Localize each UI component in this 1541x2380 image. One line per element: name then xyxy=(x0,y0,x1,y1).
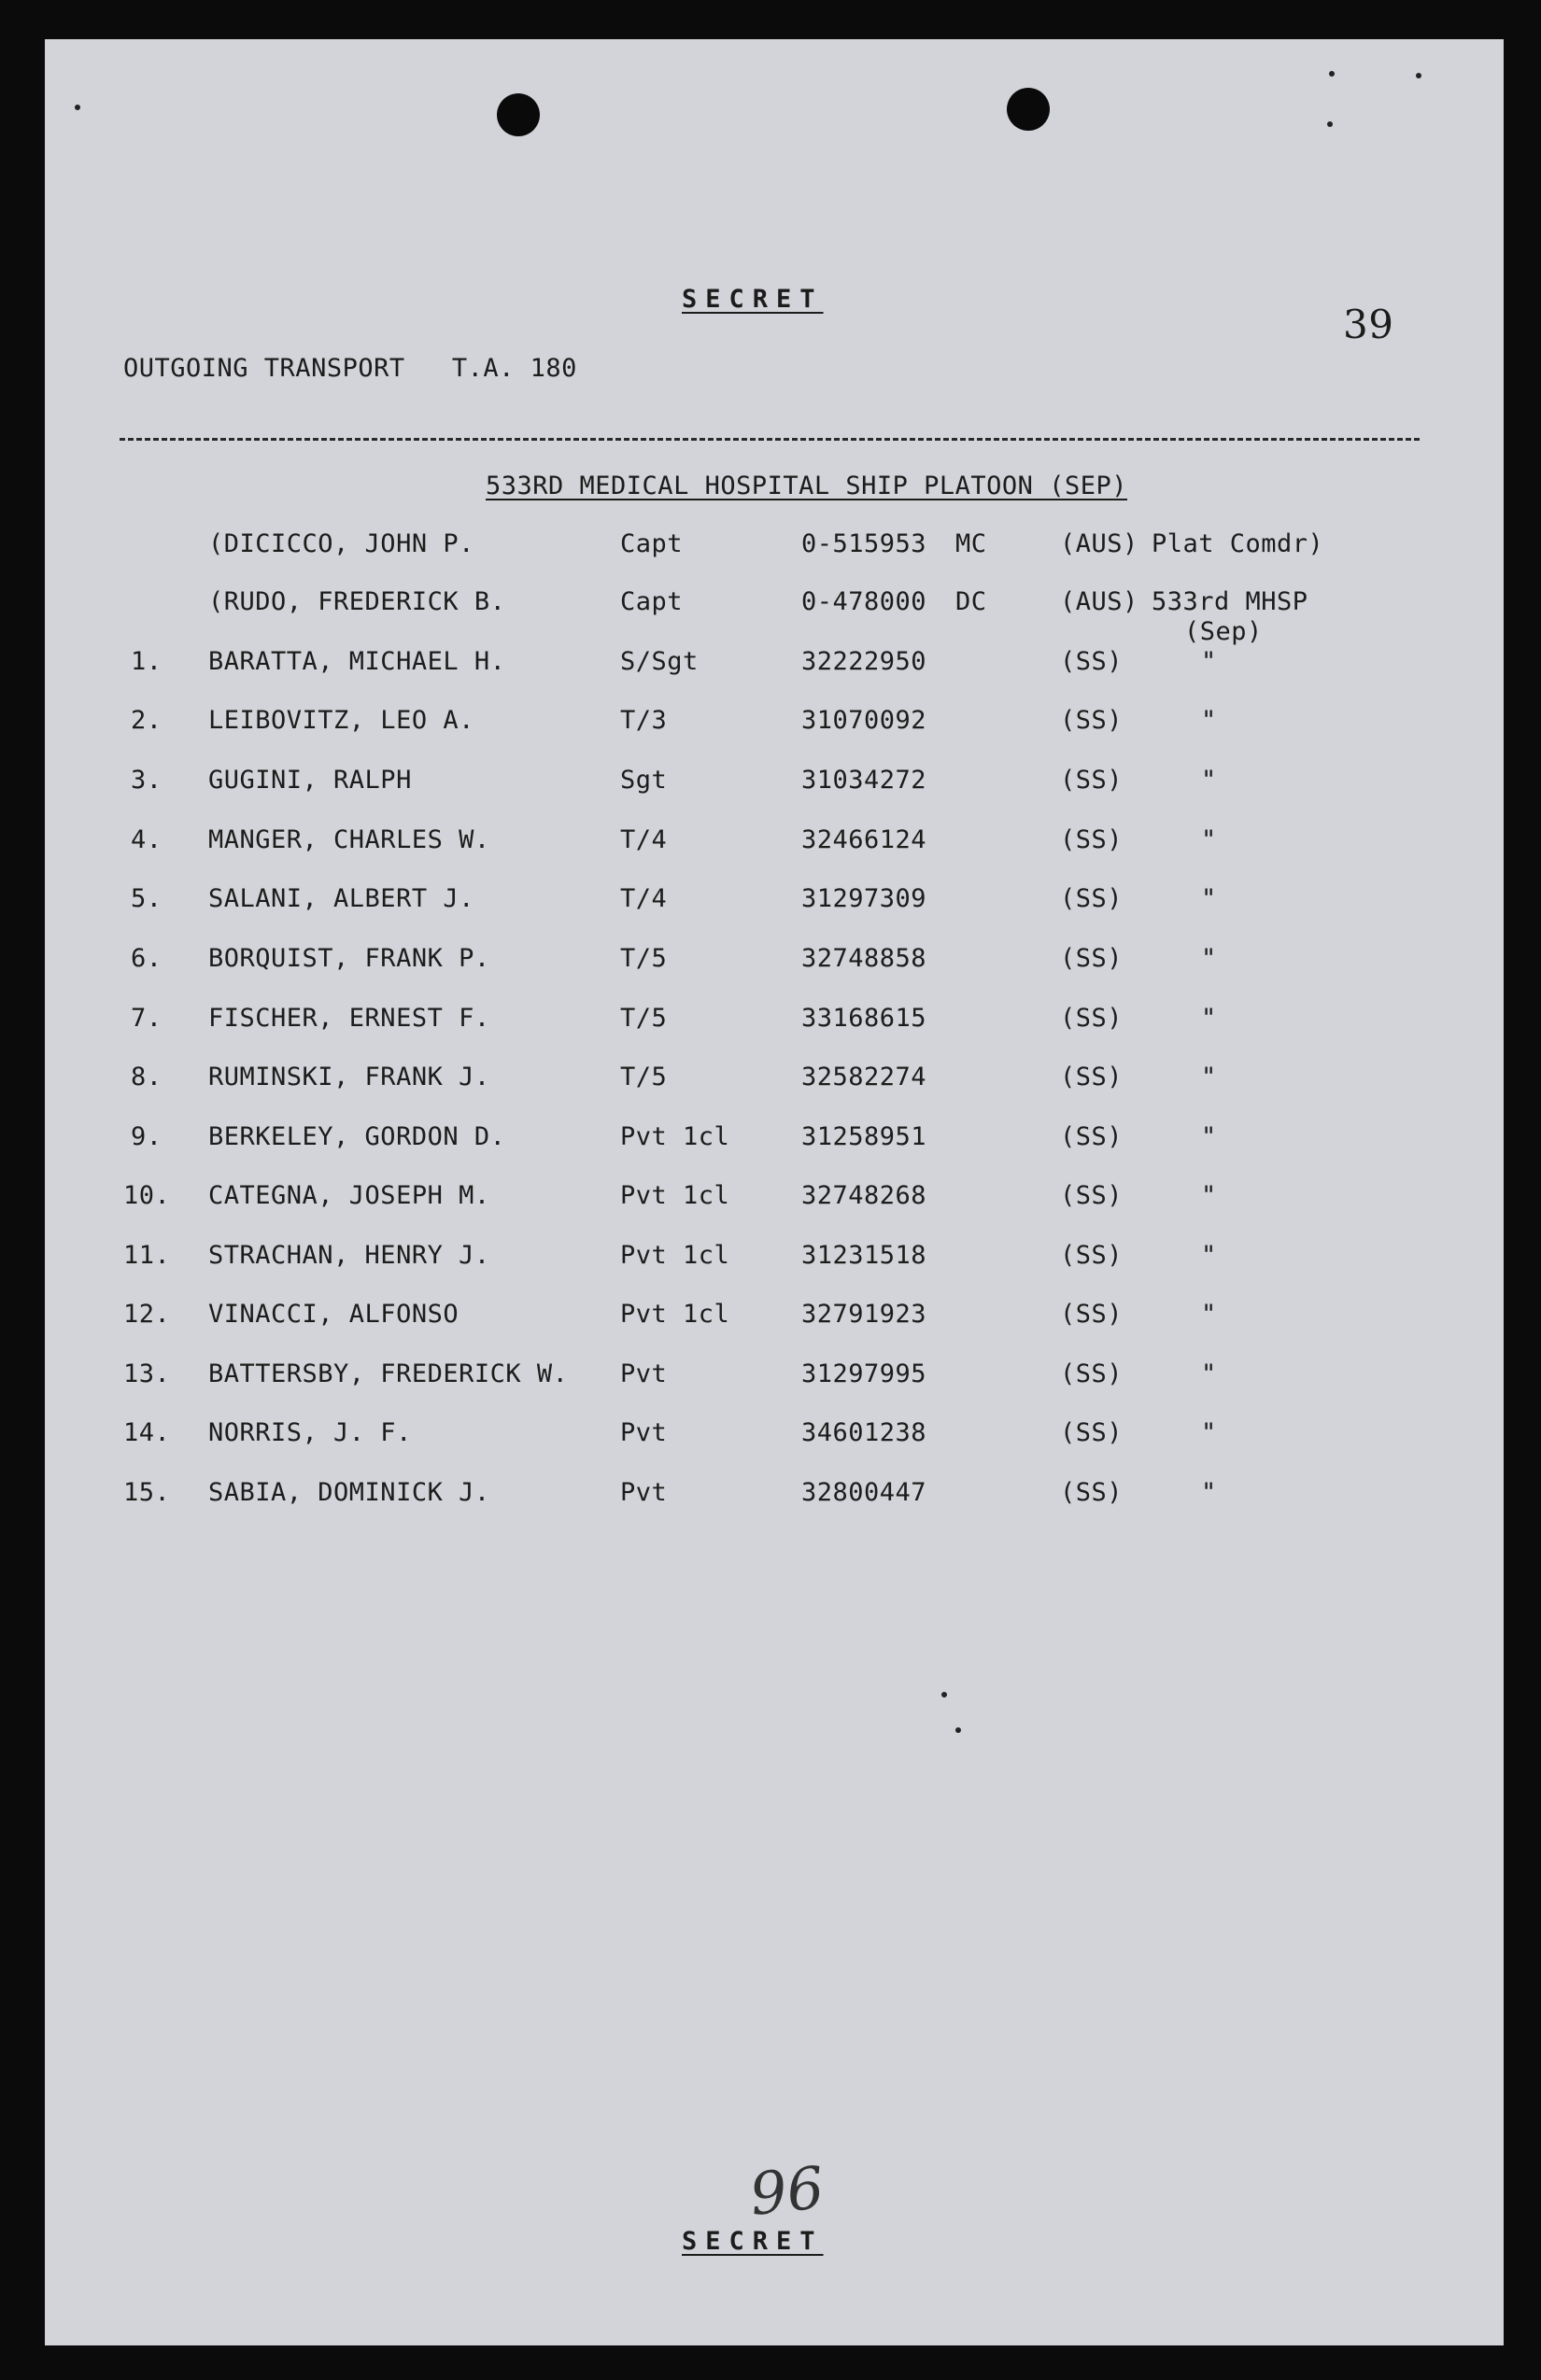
officer-remark: 533rd MHSP xyxy=(1152,587,1308,616)
roster-row xyxy=(45,1180,1504,1218)
soldier-rank: Pvt 1cl xyxy=(620,1181,730,1210)
status-code: (SS) xyxy=(1060,1181,1124,1210)
officer-row xyxy=(45,528,1504,566)
paper-speck xyxy=(1327,121,1333,127)
serial-number: 32791923 xyxy=(801,1300,927,1329)
soldier-name: LEIBOVITZ, LEO A. xyxy=(208,706,474,735)
serial-number: 31231518 xyxy=(801,1241,927,1270)
serial-number: 31070092 xyxy=(801,706,927,735)
page-number: 39 xyxy=(1343,302,1394,347)
serial-number: 32466124 xyxy=(801,825,927,854)
status-code: (SS) xyxy=(1060,1063,1124,1091)
soldier-name: BERKELEY, GORDON D. xyxy=(208,1122,506,1151)
row-number: 7. xyxy=(131,1004,163,1033)
officer-serial: 0-478000 xyxy=(801,587,927,616)
roster-row xyxy=(45,824,1504,862)
status-code: (SS) xyxy=(1060,825,1124,854)
transport-heading: OUTGOING TRANSPORT T.A. 180 xyxy=(123,354,577,383)
roster-row xyxy=(45,1240,1504,1277)
classification-bottom: SECRET xyxy=(682,2227,824,2256)
roster-row xyxy=(45,1299,1504,1336)
document-page xyxy=(45,39,1504,2345)
ditto-mark: " xyxy=(1201,706,1217,735)
serial-number: 31034272 xyxy=(801,766,927,795)
serial-number: 32748858 xyxy=(801,944,927,973)
officer-name: (DICICCO, JOHN P. xyxy=(208,529,474,558)
soldier-name: SALANI, ALBERT J. xyxy=(208,884,474,913)
roster-row xyxy=(45,1121,1504,1159)
ditto-mark: " xyxy=(1201,1122,1217,1151)
ditto-mark: " xyxy=(1201,647,1217,676)
soldier-name: BARATTA, MICHAEL H. xyxy=(208,647,506,676)
status-code: (SS) xyxy=(1060,1478,1124,1507)
officer-rank: Capt xyxy=(620,587,684,616)
paper-speck xyxy=(941,1692,947,1697)
soldier-name: BATTERSBY, FREDERICK W. xyxy=(208,1359,569,1388)
punch-hole-left xyxy=(497,93,540,136)
soldier-rank: Sgt xyxy=(620,766,668,795)
soldier-rank: T/5 xyxy=(620,1004,668,1033)
officer-component: (AUS) xyxy=(1060,529,1138,558)
serial-number: 32582274 xyxy=(801,1063,927,1091)
soldier-name: STRACHAN, HENRY J. xyxy=(208,1241,490,1270)
roster-row xyxy=(45,883,1504,921)
status-code: (SS) xyxy=(1060,944,1124,973)
soldier-rank: Pvt xyxy=(620,1418,668,1447)
soldier-name: BORQUIST, FRANK P. xyxy=(208,944,490,973)
soldier-rank: T/5 xyxy=(620,944,668,973)
soldier-rank: Pvt xyxy=(620,1478,668,1507)
status-code: (SS) xyxy=(1060,884,1124,913)
officer-arm: DC xyxy=(955,587,987,616)
officer-remark-continued: (Sep) xyxy=(1184,617,1263,646)
officer-remark: Plat Comdr) xyxy=(1152,529,1324,558)
row-number: 15. xyxy=(123,1478,171,1507)
serial-number: 31297309 xyxy=(801,884,927,913)
roster-row xyxy=(45,1359,1504,1396)
roster-row xyxy=(45,943,1504,980)
soldier-rank: T/4 xyxy=(620,884,668,913)
soldier-rank: Pvt 1cl xyxy=(620,1300,730,1329)
status-code: (SS) xyxy=(1060,647,1124,676)
row-number: 9. xyxy=(131,1122,163,1151)
soldier-name: NORRIS, J. F. xyxy=(208,1418,412,1447)
paper-speck xyxy=(955,1727,961,1733)
ditto-mark: " xyxy=(1201,825,1217,854)
handwritten-note: 96 xyxy=(746,2153,827,2229)
officer-rank: Capt xyxy=(620,529,684,558)
officer-name: (RUDO, FREDERICK B. xyxy=(208,587,506,616)
row-number: 4. xyxy=(131,825,163,854)
roster-row xyxy=(45,1003,1504,1040)
serial-number: 32222950 xyxy=(801,647,927,676)
status-code: (SS) xyxy=(1060,1122,1124,1151)
serial-number: 32800447 xyxy=(801,1478,927,1507)
serial-number: 32748268 xyxy=(801,1181,927,1210)
roster-row xyxy=(45,705,1504,742)
status-code: (SS) xyxy=(1060,1241,1124,1270)
roster-row xyxy=(45,1477,1504,1514)
ditto-mark: " xyxy=(1201,1418,1217,1447)
row-number: 14. xyxy=(123,1418,171,1447)
classification-top: SECRET xyxy=(682,285,824,314)
soldier-name: MANGER, CHARLES W. xyxy=(208,825,490,854)
serial-number: 34601238 xyxy=(801,1418,927,1447)
ditto-mark: " xyxy=(1201,1478,1217,1507)
ditto-mark: " xyxy=(1201,766,1217,795)
row-number: 11. xyxy=(123,1241,171,1270)
soldier-rank: Pvt 1cl xyxy=(620,1241,730,1270)
ditto-mark: " xyxy=(1201,884,1217,913)
officer-row xyxy=(45,586,1504,624)
ditto-mark: " xyxy=(1201,944,1217,973)
paper-speck xyxy=(1416,73,1421,78)
row-number: 2. xyxy=(131,706,163,735)
row-number: 5. xyxy=(131,884,163,913)
status-code: (SS) xyxy=(1060,1004,1124,1033)
status-code: (SS) xyxy=(1060,1300,1124,1329)
ditto-mark: " xyxy=(1201,1063,1217,1091)
row-number: 12. xyxy=(123,1300,171,1329)
soldier-rank: T/3 xyxy=(620,706,668,735)
status-code: (SS) xyxy=(1060,1418,1124,1447)
serial-number: 31258951 xyxy=(801,1122,927,1151)
serial-number: 33168615 xyxy=(801,1004,927,1033)
ditto-mark: " xyxy=(1201,1181,1217,1210)
ditto-mark: " xyxy=(1201,1241,1217,1270)
roster-row xyxy=(45,765,1504,802)
soldier-rank: Pvt xyxy=(620,1359,668,1388)
soldier-rank: Pvt 1cl xyxy=(620,1122,730,1151)
officer-serial: 0-515953 xyxy=(801,529,927,558)
punch-hole-right xyxy=(1007,88,1050,131)
ditto-mark: " xyxy=(1201,1359,1217,1388)
serial-number: 31297995 xyxy=(801,1359,927,1388)
row-number: 10. xyxy=(123,1181,171,1210)
ditto-mark: " xyxy=(1201,1004,1217,1033)
row-number: 6. xyxy=(131,944,163,973)
officer-component: (AUS) xyxy=(1060,587,1138,616)
roster-row xyxy=(45,1417,1504,1455)
roster-row xyxy=(45,646,1504,683)
soldier-name: CATEGNA, JOSEPH M. xyxy=(208,1181,490,1210)
paper-speck xyxy=(1329,71,1335,77)
unit-title: 533RD MEDICAL HOSPITAL SHIP PLATOON (SEP) xyxy=(486,472,1127,500)
officer-arm: MC xyxy=(955,529,987,558)
status-code: (SS) xyxy=(1060,706,1124,735)
ditto-mark: " xyxy=(1201,1300,1217,1329)
status-code: (SS) xyxy=(1060,766,1124,795)
row-number: 3. xyxy=(131,766,163,795)
soldier-name: FISCHER, ERNEST F. xyxy=(208,1004,490,1033)
paper-speck xyxy=(75,105,80,110)
roster-row xyxy=(45,1062,1504,1099)
soldier-rank: S/Sgt xyxy=(620,647,699,676)
status-code: (SS) xyxy=(1060,1359,1124,1388)
row-number: 13. xyxy=(123,1359,171,1388)
soldier-rank: T/4 xyxy=(620,825,668,854)
soldier-name: GUGINI, RALPH xyxy=(208,766,412,795)
soldier-rank: T/5 xyxy=(620,1063,668,1091)
dashed-divider xyxy=(120,438,1420,441)
row-number: 8. xyxy=(131,1063,163,1091)
row-number: 1. xyxy=(131,647,163,676)
soldier-name: VINACCI, ALFONSO xyxy=(208,1300,459,1329)
soldier-name: SABIA, DOMINICK J. xyxy=(208,1478,490,1507)
soldier-name: RUMINSKI, FRANK J. xyxy=(208,1063,490,1091)
